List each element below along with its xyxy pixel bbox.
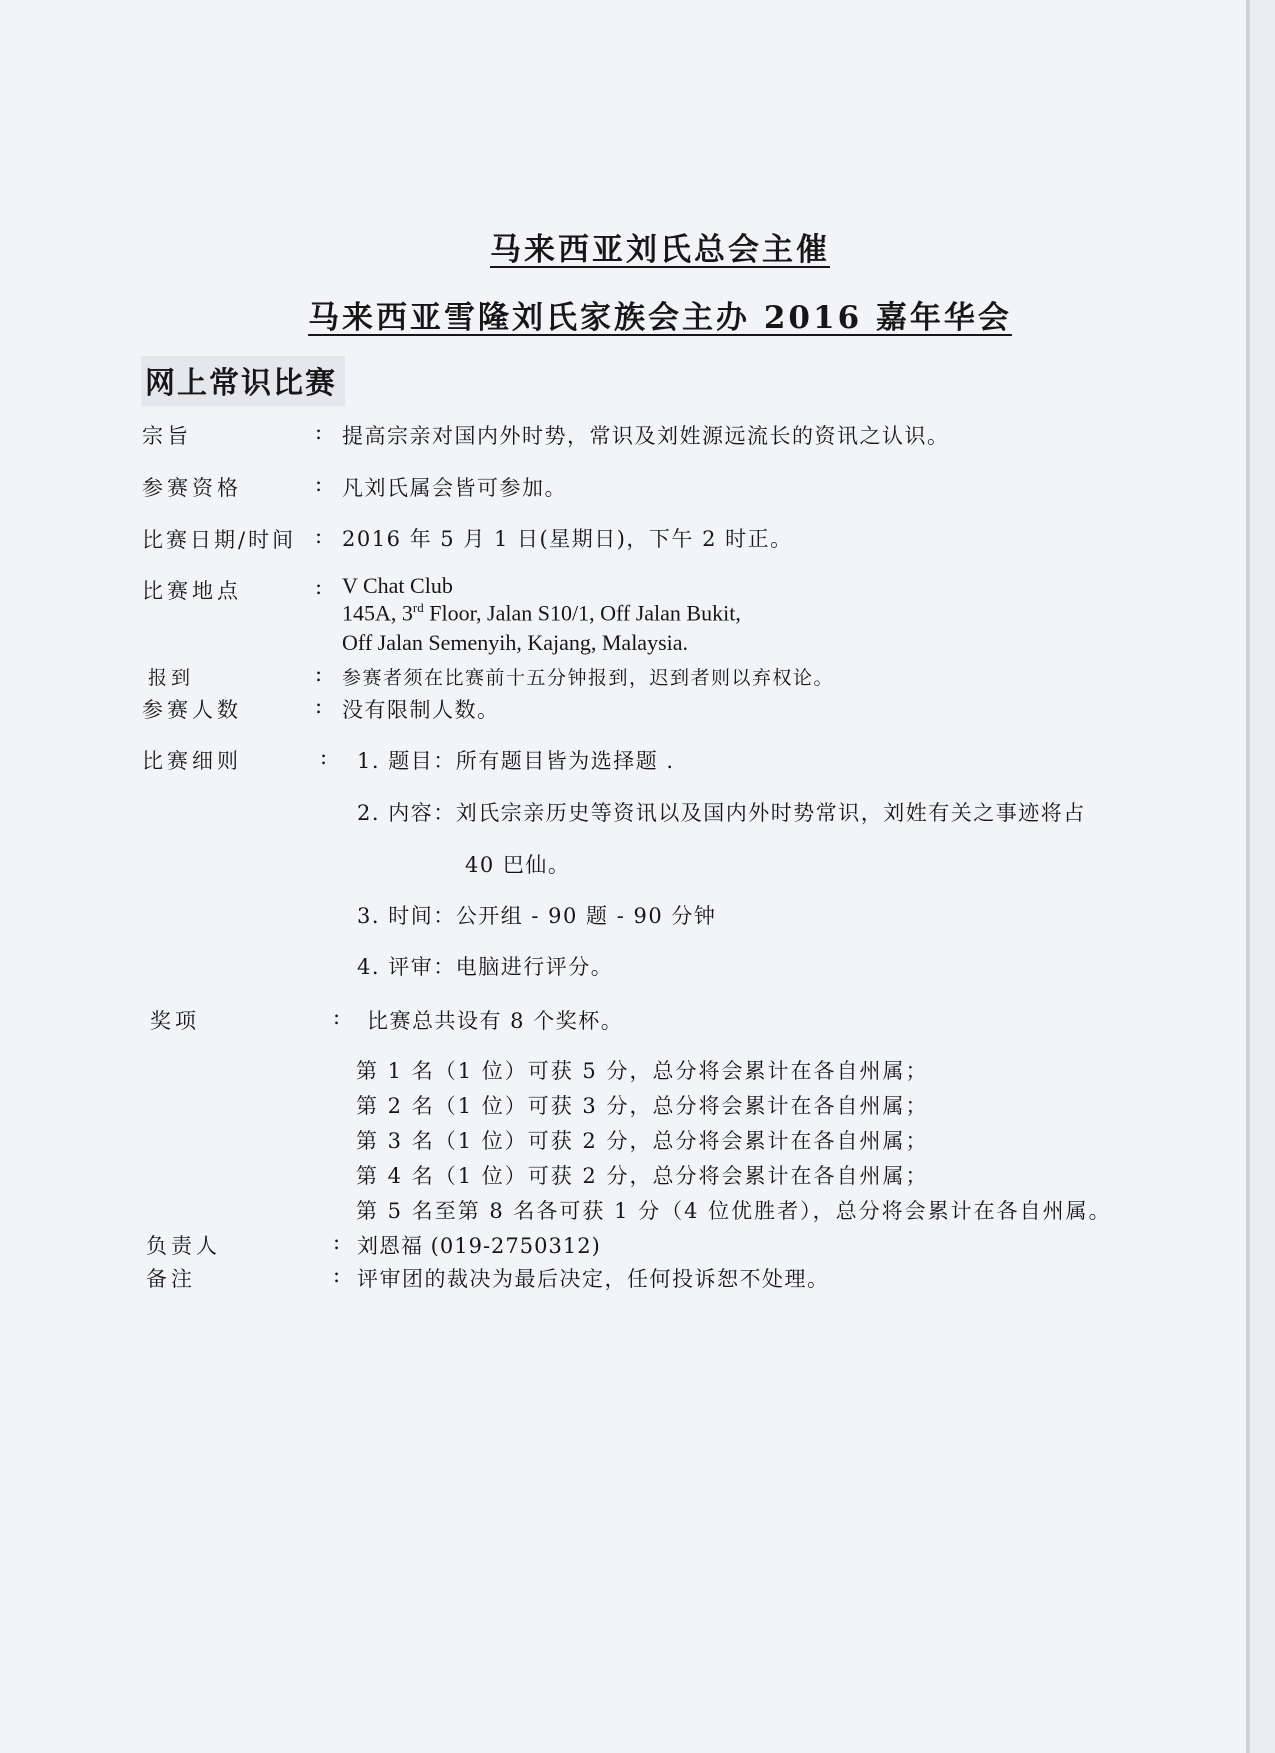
venue-name: V Chat Club bbox=[342, 573, 453, 598]
eligibility-label: 参赛资格 bbox=[142, 476, 242, 500]
rules-colon: : bbox=[320, 745, 328, 769]
rule-item: 3. 时间：公开组 - 90 题 - 90 分钟 bbox=[357, 904, 717, 928]
eligibility-value: 凡刘氏属会皆可参加。 bbox=[342, 476, 567, 500]
awards-colon: : bbox=[333, 1005, 341, 1029]
venue-address-line2: Off Jalan Semenyih, Kajang, Malaysia. bbox=[342, 630, 689, 655]
participants-label: 参赛人数 bbox=[142, 698, 242, 722]
contact-colon: : bbox=[333, 1230, 341, 1254]
datetime-label: 比赛日期/时间 bbox=[142, 528, 297, 552]
host-title: 马来西亚雪隆刘氏家族会主办 2016 嘉年华会 bbox=[308, 300, 1012, 336]
remarks-value: 评审团的裁决为最后决定，任何投诉恕不处理。 bbox=[357, 1267, 830, 1291]
award-line: 第 1 名（1 位）可获 5 分，总分将会累计在各自州属； bbox=[356, 1059, 929, 1083]
venue-address-line1: 145A, 3rd Floor, Jalan S10/1, Off Jalan Bukit, bbox=[342, 600, 741, 626]
rule-item: 1. 题目：所有题目皆为选择题 . bbox=[357, 749, 675, 773]
purpose-label: 宗旨 bbox=[142, 424, 192, 448]
rule-item: 4. 评审：电脑进行评分。 bbox=[357, 955, 614, 979]
award-line: 第 4 名（1 位）可获 2 分，总分将会累计在各自州属； bbox=[356, 1164, 929, 1188]
award-line: 第 2 名（1 位）可获 3 分，总分将会累计在各自州属； bbox=[356, 1094, 929, 1118]
contact-value: 刘恩福 (019-2750312) bbox=[357, 1234, 601, 1258]
rules-label: 比赛细则 bbox=[142, 749, 242, 773]
registration-value: 参赛者须在比赛前十五分钟报到，迟到者则以弃权论。 bbox=[342, 667, 835, 689]
datetime-value: 2016 年 5 月 1 日(星期日)，下午 2 时正。 bbox=[342, 527, 793, 551]
purpose-colon: : bbox=[315, 420, 323, 444]
rule-item: 2. 内容：刘氏宗亲历史等资讯以及国内外时势常识，刘姓有关之事迹将占 bbox=[357, 801, 1086, 825]
contact-label: 负责人 bbox=[146, 1234, 221, 1258]
awards-summary: 比赛总共设有 8 个奖杯。 bbox=[367, 1009, 624, 1033]
remarks-label: 备注 bbox=[146, 1267, 196, 1291]
datetime-colon: : bbox=[315, 524, 323, 548]
rule-item-continuation: 40 巴仙。 bbox=[465, 853, 571, 877]
eligibility-colon: : bbox=[315, 472, 323, 496]
registration-colon: : bbox=[315, 662, 323, 686]
award-line: 第 3 名（1 位）可获 2 分，总分将会累计在各自州属； bbox=[356, 1129, 929, 1153]
participants-value: 没有限制人数。 bbox=[342, 698, 500, 722]
section-title: 网上常识比赛 bbox=[141, 356, 345, 406]
registration-label: 报到 bbox=[148, 667, 195, 689]
awards-label: 奖项 bbox=[150, 1009, 200, 1033]
remarks-colon: : bbox=[333, 1263, 341, 1287]
award-line: 第 5 名至第 8 名各可获 1 分（4 位优胜者），总分将会累计在各自州属。 bbox=[356, 1199, 1112, 1223]
venue-colon: : bbox=[315, 575, 323, 599]
purpose-value: 提高宗亲对国内外时势，常识及刘姓源远流长的资讯之认识。 bbox=[342, 424, 950, 448]
venue-label: 比赛地点 bbox=[142, 579, 242, 603]
participants-colon: : bbox=[315, 694, 323, 718]
organizer-title: 马来西亚刘氏总会主催 bbox=[490, 232, 830, 268]
